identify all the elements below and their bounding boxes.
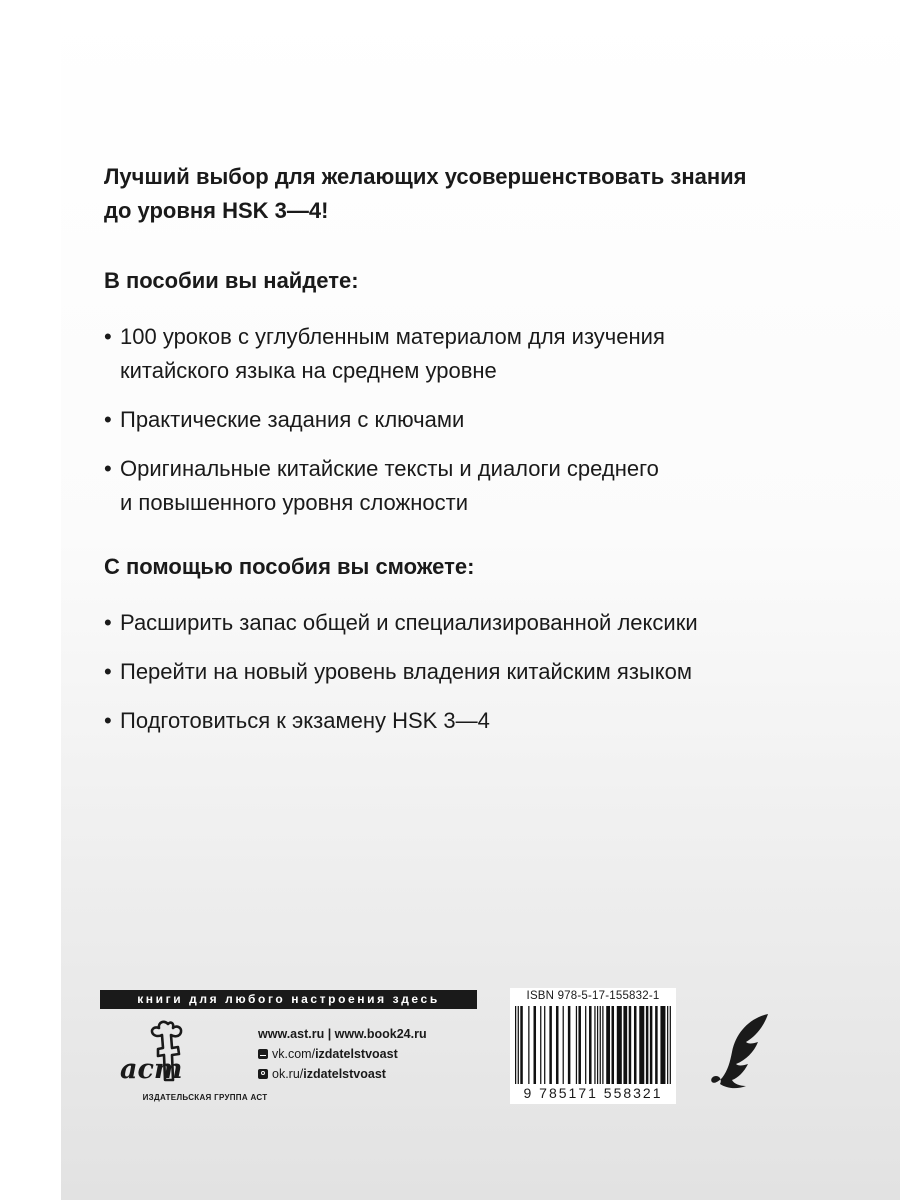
list-item-line-1: Оригинальные китайские тексты и диалоги среднего — [120, 456, 659, 481]
list-item — [104, 452, 824, 520]
vk-handle: izdatelstvoast — [315, 1047, 398, 1061]
bullet-icon: • — [104, 456, 112, 481]
barcode-bar — [655, 1006, 658, 1084]
barcode-bar — [534, 1006, 537, 1084]
barcode-bar — [556, 1006, 559, 1084]
isbn-number: ISBN 978-5-17-155832-1 — [526, 990, 660, 1002]
barcode-bar — [602, 1006, 603, 1084]
barcode-bar — [518, 1006, 519, 1084]
list-item-line-1: 100 уроков с углубленным материалом для изучения — [120, 324, 665, 349]
barcode-bar — [639, 1006, 644, 1084]
list-item — [104, 320, 824, 388]
barcode-bar — [563, 1006, 564, 1084]
slogan-bar: книги для любого настроения здесь — [100, 990, 477, 1009]
barcode-bar — [600, 1006, 601, 1084]
barcode-bar — [568, 1006, 571, 1084]
barcode-bar — [612, 1006, 615, 1084]
odnoklassniki-icon — [258, 1069, 268, 1079]
list-item-line-1: Практические задания с ключами — [120, 407, 465, 432]
section-2-title: С помощью пособия вы сможете: — [104, 554, 475, 579]
list-item-line-2: китайского языка на среднем уровне — [120, 358, 497, 383]
bullet-icon: • — [104, 324, 112, 349]
ok-handle: izdatelstvoast — [303, 1067, 386, 1081]
list-item-line-1: Расширить запас общей и специализированной лексики — [120, 610, 698, 635]
section-1-list — [104, 320, 824, 520]
barcode-bar — [623, 1006, 627, 1084]
barcode — [515, 1006, 671, 1088]
publisher-contacts — [258, 1024, 427, 1084]
barcode-bar — [515, 1006, 516, 1084]
barcode-bar — [597, 1006, 598, 1084]
barcode-bar — [578, 1006, 581, 1084]
list-item-line-1: Подготовиться к экзамену HSK 3—4 — [120, 708, 490, 733]
intro-heading — [104, 160, 824, 228]
barcode-bar — [594, 1006, 595, 1084]
barcode-bar — [576, 1006, 577, 1084]
list-item — [104, 655, 824, 689]
isbn-block — [510, 988, 676, 1104]
ok-link — [258, 1064, 427, 1084]
vk-prefix: vk.com/ — [272, 1047, 316, 1061]
cover-text — [104, 160, 824, 753]
ast-logo-text: аст — [120, 1054, 183, 1085]
publisher-imprint: ИЗДАТЕЛЬСКАЯ ГРУППА АСТ — [142, 1093, 268, 1102]
barcode-bar — [540, 1006, 541, 1084]
vk-icon — [258, 1049, 268, 1059]
barcode-bar — [606, 1006, 610, 1084]
barcode-bar — [549, 1006, 552, 1084]
barcode-digits: 9 785171 558321 — [523, 1085, 663, 1101]
quill-pen-logo-icon — [706, 1012, 776, 1092]
list-item — [104, 606, 824, 640]
bullet-icon: • — [104, 708, 112, 733]
vk-link — [258, 1044, 427, 1064]
barcode-bar — [660, 1006, 665, 1084]
barcode-bar — [544, 1006, 545, 1084]
intro-line-2: до уровня HSK 3—4! — [104, 198, 329, 223]
barcode-bar — [528, 1006, 529, 1084]
bullet-icon: • — [104, 610, 112, 635]
barcode-bar — [646, 1006, 649, 1084]
bullet-icon: • — [104, 407, 112, 432]
websites: www.ast.ru | www.book24.ru — [258, 1027, 427, 1041]
barcode-bar — [667, 1006, 668, 1084]
ok-prefix: ok.ru/ — [272, 1067, 304, 1081]
barcode-bar — [589, 1006, 592, 1084]
barcode-bar — [617, 1006, 622, 1084]
intro-line-1: Лучший выбор для желающих усовершенствовать знания — [104, 164, 747, 189]
barcode-bar — [634, 1006, 637, 1084]
barcode-bar — [520, 1006, 523, 1084]
barcode-bar — [650, 1006, 653, 1084]
list-item — [104, 704, 824, 738]
ast-logo — [118, 1018, 198, 1088]
section-2-list — [104, 606, 824, 738]
barcode-bar — [629, 1006, 632, 1084]
list-item-line-2: и повышенного уровня сложности — [120, 490, 468, 515]
barcode-bar — [670, 1006, 671, 1084]
list-item — [104, 403, 824, 437]
list-item-line-1: Перейти на новый уровень владения китайским языком — [120, 659, 692, 684]
section-1-title: В пособии вы найдете: — [104, 268, 359, 293]
bullet-icon: • — [104, 659, 112, 684]
barcode-bar — [585, 1006, 586, 1084]
